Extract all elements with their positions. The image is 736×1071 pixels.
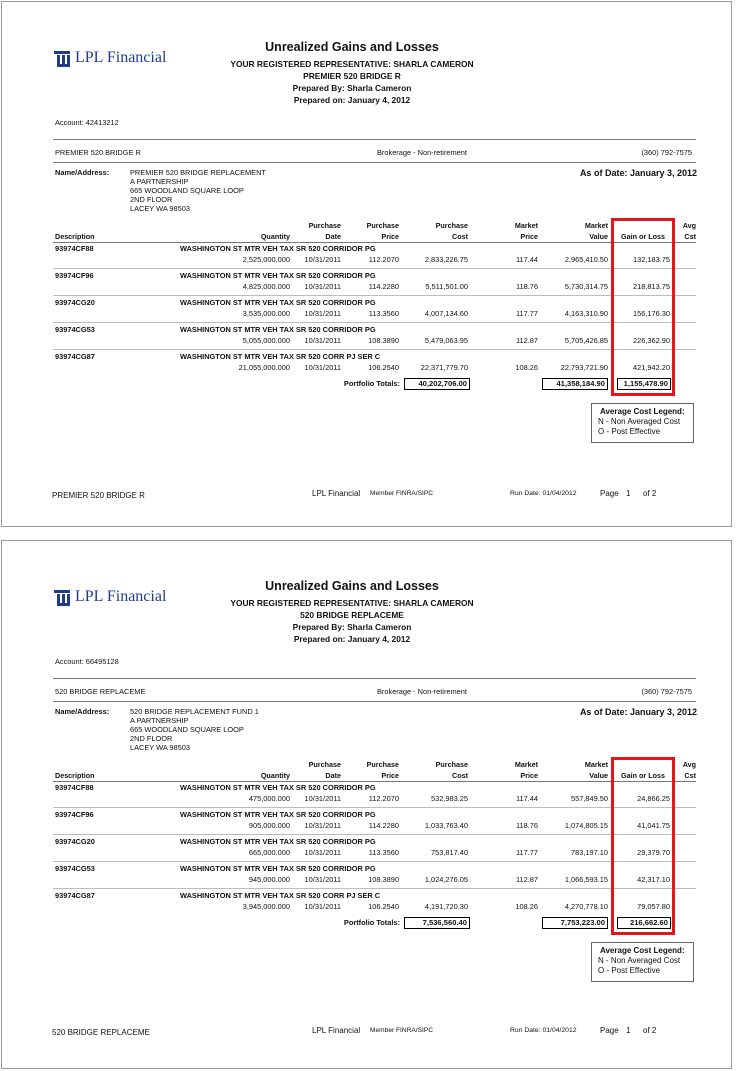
col-mprice-line2: Price	[520, 232, 538, 241]
footer-member: Member FINRA/SIPC	[370, 1027, 434, 1034]
row-divider	[53, 861, 696, 862]
security-description: WASHINGTON ST MTR VEH TAX SR 520 CORRIDOR PG	[180, 810, 376, 819]
representative-line: YOUR REGISTERED REPRESENTATIVE: SHARLA CAMERON	[230, 59, 474, 69]
legend-item-n: N - Non Averaged Cost	[598, 417, 681, 426]
total-gain-loss: 1,155,478.90	[617, 378, 671, 390]
market-price-value: 108.26	[515, 363, 538, 372]
purchase-price-value: 114.2280	[368, 282, 399, 291]
market-value-value: 22,793,721.90	[560, 363, 608, 372]
row-divider	[53, 834, 696, 835]
security-description: WASHINGTON ST MTR VEH TAX SR 520 CORRIDOR PG	[180, 783, 376, 792]
col-pprice-line1: Purchase	[366, 221, 399, 230]
address-line: 665 WOODLAND SQUARE LOOP	[130, 186, 244, 195]
col-mvalue-line1: Market	[584, 221, 608, 230]
portfolio-totals-label: Portfolio Totals:	[343, 379, 400, 388]
cusip: 93974CF88	[55, 244, 94, 253]
purchase-date-value: 10/31/2011	[304, 255, 341, 264]
address-line: 2ND FLOOR	[130, 195, 173, 204]
gain-loss-value: 42,317.10	[637, 875, 670, 884]
col-pdate-line1: Purchase	[308, 760, 341, 769]
band-account-name: 520 BRIDGE REPLACEME	[55, 687, 146, 696]
account-name-heading: 520 BRIDGE REPLACEME	[300, 610, 404, 620]
run-date: Run Date: 01/04/2012	[510, 490, 577, 497]
purchase-cost-value: 5,479,063.95	[424, 336, 468, 345]
address-line: A PARTNERSHIP	[130, 716, 189, 725]
average-cost-legend	[591, 942, 694, 982]
purchase-price-value: 113.3560	[368, 848, 399, 857]
legend-item-o: O - Post Effective	[598, 427, 661, 436]
col-pcost-line2: Cost	[452, 232, 468, 241]
total-purchase-cost: 7,536,560.40	[404, 917, 470, 929]
cusip: 93974CF88	[55, 783, 94, 792]
divider	[53, 678, 696, 679]
purchase-price-value: 106.2540	[368, 902, 399, 911]
account-name-heading: PREMIER 520 BRIDGE R	[303, 71, 401, 81]
purchase-price-value: 106.2540	[368, 363, 399, 372]
legend-item-n: N - Non Averaged Cost	[598, 956, 681, 965]
row-divider	[53, 349, 696, 350]
security-description: WASHINGTON ST MTR VEH TAX SR 520 CORR PJ SER C	[180, 352, 381, 361]
row-divider	[53, 807, 696, 808]
account-type: Brokerage - Non-retirement	[377, 687, 467, 696]
phone-number: (360) 792-7575	[641, 687, 692, 696]
divider	[53, 162, 696, 163]
gain-loss-highlight	[611, 218, 675, 396]
col-avg-line2: Cst	[684, 771, 696, 780]
name-address-label: Name/Address:	[55, 168, 110, 177]
purchase-cost-value: 5,511,501.00	[425, 282, 468, 291]
quantity-value: 5,055,000.000	[242, 336, 290, 345]
purchase-cost-value: 4,191,720.30	[424, 902, 468, 911]
gain-loss-highlight	[611, 757, 675, 935]
page-number: 1	[626, 1026, 631, 1035]
col-pprice-line1: Purchase	[366, 760, 399, 769]
security-description: WASHINGTON ST MTR VEH TAX SR 520 CORRIDOR PG	[180, 837, 376, 846]
account-type: Brokerage - Non-retirement	[377, 148, 467, 157]
market-price-value: 112.87	[515, 875, 538, 884]
row-divider	[53, 322, 696, 323]
purchase-date-value: 10/31/2011	[304, 848, 341, 857]
market-price-value: 117.44	[515, 794, 538, 803]
col-pdate-line2: Date	[325, 232, 341, 241]
col-pcost-line1: Purchase	[435, 760, 468, 769]
legend-title: Average Cost Legend:	[600, 407, 685, 416]
market-value-value: 5,730,314.75	[564, 282, 608, 291]
legend-title: Average Cost Legend:	[600, 946, 685, 955]
address-line: PREMIER 520 BRIDGE REPLACEMENT	[130, 168, 266, 177]
gain-loss-value: 421,942.20	[633, 363, 670, 372]
divider	[53, 781, 696, 782]
row-divider	[53, 888, 696, 889]
quantity-value: 475,000.000	[248, 794, 290, 803]
account-number: Account: 42413212	[55, 118, 119, 127]
as-of-date: As of Date: January 3, 2012	[579, 707, 697, 717]
market-price-value: 117.77	[515, 848, 538, 857]
gain-loss-value: 132,183.75	[633, 255, 670, 264]
footer-account-name: PREMIER 520 BRIDGE R	[52, 491, 145, 500]
cusip: 93974CG53	[55, 325, 95, 334]
col-mvalue-line2: Value	[589, 232, 608, 241]
lpl-logo-text: LPL Financial	[75, 49, 167, 66]
gain-loss-value: 156,176.30	[633, 309, 670, 318]
address-line: 665 WOODLAND SQUARE LOOP	[130, 725, 244, 734]
gain-loss-value: 226,362.90	[633, 336, 670, 345]
page-of: of 2	[643, 489, 657, 498]
purchase-cost-value: 1,033,763.40	[424, 821, 468, 830]
representative-line: YOUR REGISTERED REPRESENTATIVE: SHARLA CAMERON	[230, 598, 474, 608]
statement-page-1	[1, 1, 732, 527]
page-number: 1	[626, 489, 631, 498]
col-pprice-line2: Price	[381, 232, 399, 241]
market-value-value: 783,197.10	[571, 848, 608, 857]
phone-number: (360) 792-7575	[641, 148, 692, 157]
average-cost-legend	[591, 403, 694, 443]
footer-account-name: 520 BRIDGE REPLACEME	[52, 1028, 150, 1037]
security-description: WASHINGTON ST MTR VEH TAX SR 520 CORRIDOR PG	[180, 298, 376, 307]
page-label: Page	[600, 489, 619, 498]
purchase-cost-value: 753,817.40	[431, 848, 468, 857]
market-value-value: 2,965,410.50	[564, 255, 608, 264]
prepared-on: Prepared on: January 4, 2012	[293, 634, 411, 644]
col-mvalue-line1: Market	[584, 760, 608, 769]
purchase-date-value: 10/31/2011	[304, 902, 341, 911]
cusip: 93974CF96	[55, 271, 94, 280]
col-mprice-line1: Market	[514, 760, 538, 769]
col-pprice-line2: Price	[381, 771, 399, 780]
market-value-value: 1,066,593.15	[564, 875, 608, 884]
gain-loss-value: 79,057.80	[637, 902, 670, 911]
gain-loss-value: 29,379.70	[637, 848, 670, 857]
total-purchase-cost: 40,202,706.00	[404, 378, 470, 390]
address-line: LACEY WA 98503	[130, 743, 190, 752]
address-line: LACEY WA 98503	[130, 204, 190, 213]
purchase-date-value: 10/31/2011	[304, 875, 341, 884]
run-date: Run Date: 01/04/2012	[510, 1027, 577, 1034]
gain-loss-value: 218,813.75	[633, 282, 670, 291]
total-gain-loss: 216,662.60	[617, 917, 671, 929]
report-title: Unrealized Gains and Losses	[265, 579, 439, 593]
col-mvalue-line2: Value	[589, 771, 608, 780]
quantity-value: 4,825,000.000	[242, 282, 290, 291]
purchase-date-value: 10/31/2011	[304, 794, 341, 803]
legend-item-o: O - Post Effective	[598, 966, 661, 975]
as-of-date: As of Date: January 3, 2012	[579, 168, 697, 178]
market-value-value: 5,705,426.85	[564, 336, 608, 345]
address-line: A PARTNERSHIP	[130, 177, 189, 186]
quantity-value: 665,000.000	[248, 848, 290, 857]
purchase-date-value: 10/31/2011	[304, 821, 341, 830]
purchase-cost-value: 1,024,276.05	[424, 875, 468, 884]
portfolio-totals-label: Portfolio Totals:	[343, 918, 400, 927]
address-line: 2ND FLOOR	[130, 734, 173, 743]
lpl-logo-text: LPL Financial	[75, 588, 167, 605]
security-description: WASHINGTON ST MTR VEH TAX SR 520 CORRIDOR PG	[180, 325, 376, 334]
statement-page-2	[1, 540, 732, 1069]
col-pdate-line1: Purchase	[308, 221, 341, 230]
market-value-value: 1,074,805.15	[564, 821, 608, 830]
footer-member: Member FINRA/SIPC	[370, 490, 434, 497]
col-mprice-line1: Market	[514, 221, 538, 230]
report-title: Unrealized Gains and Losses	[265, 40, 439, 54]
security-description: WASHINGTON ST MTR VEH TAX SR 520 CORRIDOR PG	[180, 864, 376, 873]
divider	[53, 139, 696, 140]
quantity-value: 905,000.000	[248, 821, 290, 830]
purchase-price-value: 108.3890	[368, 336, 399, 345]
page-of: of 2	[643, 1026, 657, 1035]
account-number: Account: 66495128	[55, 657, 119, 666]
cusip: 93974CF96	[55, 810, 94, 819]
total-market-value: 7,753,223.00	[542, 917, 608, 929]
quantity-value: 21,055,000.000	[238, 363, 290, 372]
row-divider	[53, 268, 696, 269]
col-gain-loss: Gain or Loss	[621, 232, 665, 241]
col-pcost-line2: Cost	[452, 771, 468, 780]
purchase-date-value: 10/31/2011	[304, 282, 341, 291]
col-pdate-line2: Date	[325, 771, 341, 780]
security-description: WASHINGTON ST MTR VEH TAX SR 520 CORRIDOR PG	[180, 271, 376, 280]
total-market-value: 41,358,184.90	[542, 378, 608, 390]
cusip: 93974CG87	[55, 891, 95, 900]
cusip: 93974CG53	[55, 864, 95, 873]
row-divider	[53, 295, 696, 296]
purchase-price-value: 108.3890	[368, 875, 399, 884]
purchase-date-value: 10/31/2011	[304, 363, 341, 372]
quantity-value: 2,525,000.000	[242, 255, 290, 264]
col-avg-line1: Avg	[682, 760, 696, 769]
security-description: WASHINGTON ST MTR VEH TAX SR 520 CORR PJ SER C	[180, 891, 381, 900]
market-price-value: 112.87	[515, 336, 538, 345]
col-quantity: Quantity	[260, 771, 290, 780]
market-value-value: 4,270,778.10	[564, 902, 608, 911]
market-value-value: 4,163,310.90	[564, 309, 608, 318]
prepared-by: Prepared By: Sharla Cameron	[292, 83, 412, 93]
band-account-name: PREMIER 520 BRIDGE R	[55, 148, 141, 157]
cusip: 93974CG20	[55, 837, 95, 846]
gain-loss-value: 24,866.25	[637, 794, 670, 803]
purchase-price-value: 112.2070	[368, 255, 399, 264]
col-description: Description	[55, 232, 95, 241]
market-price-value: 108.26	[515, 902, 538, 911]
quantity-value: 945,000.000	[248, 875, 290, 884]
cusip: 93974CG20	[55, 298, 95, 307]
divider	[53, 701, 696, 702]
prepared-on: Prepared on: January 4, 2012	[293, 95, 411, 105]
market-price-value: 118.76	[515, 821, 538, 830]
col-pcost-line1: Purchase	[435, 221, 468, 230]
market-value-value: 557,849.50	[571, 794, 608, 803]
cusip: 93974CG87	[55, 352, 95, 361]
purchase-date-value: 10/31/2011	[304, 336, 341, 345]
col-mprice-line2: Price	[520, 771, 538, 780]
footer-brand: LPL Financial	[312, 1026, 361, 1035]
col-quantity: Quantity	[260, 232, 290, 241]
market-price-value: 118.76	[515, 282, 538, 291]
quantity-value: 3,945,000.000	[242, 902, 290, 911]
prepared-by: Prepared By: Sharla Cameron	[292, 622, 412, 632]
page-label: Page	[600, 1026, 619, 1035]
col-description: Description	[55, 771, 95, 780]
divider	[53, 242, 696, 243]
market-price-value: 117.44	[515, 255, 538, 264]
gain-loss-value: 41,041.75	[637, 821, 670, 830]
address-line: 520 BRIDGE REPLACEMENT FUND 1	[130, 707, 259, 716]
purchase-price-value: 113.3560	[368, 309, 399, 318]
col-avg-line1: Avg	[682, 221, 696, 230]
market-price-value: 117.77	[515, 309, 538, 318]
purchase-cost-value: 532,983.25	[431, 794, 468, 803]
name-address-label: Name/Address:	[55, 707, 110, 716]
quantity-value: 3,535,000.000	[242, 309, 290, 318]
footer-brand: LPL Financial	[312, 489, 361, 498]
purchase-cost-value: 2,833,226.75	[424, 255, 468, 264]
col-avg-line2: Cst	[684, 232, 696, 241]
security-description: WASHINGTON ST MTR VEH TAX SR 520 CORRIDOR PG	[180, 244, 376, 253]
purchase-price-value: 114.2280	[368, 821, 399, 830]
col-gain-loss: Gain or Loss	[621, 771, 665, 780]
purchase-cost-value: 4,007,134.60	[424, 309, 468, 318]
purchase-cost-value: 22,371,779.70	[420, 363, 468, 372]
purchase-price-value: 112.2070	[368, 794, 399, 803]
purchase-date-value: 10/31/2011	[304, 309, 341, 318]
